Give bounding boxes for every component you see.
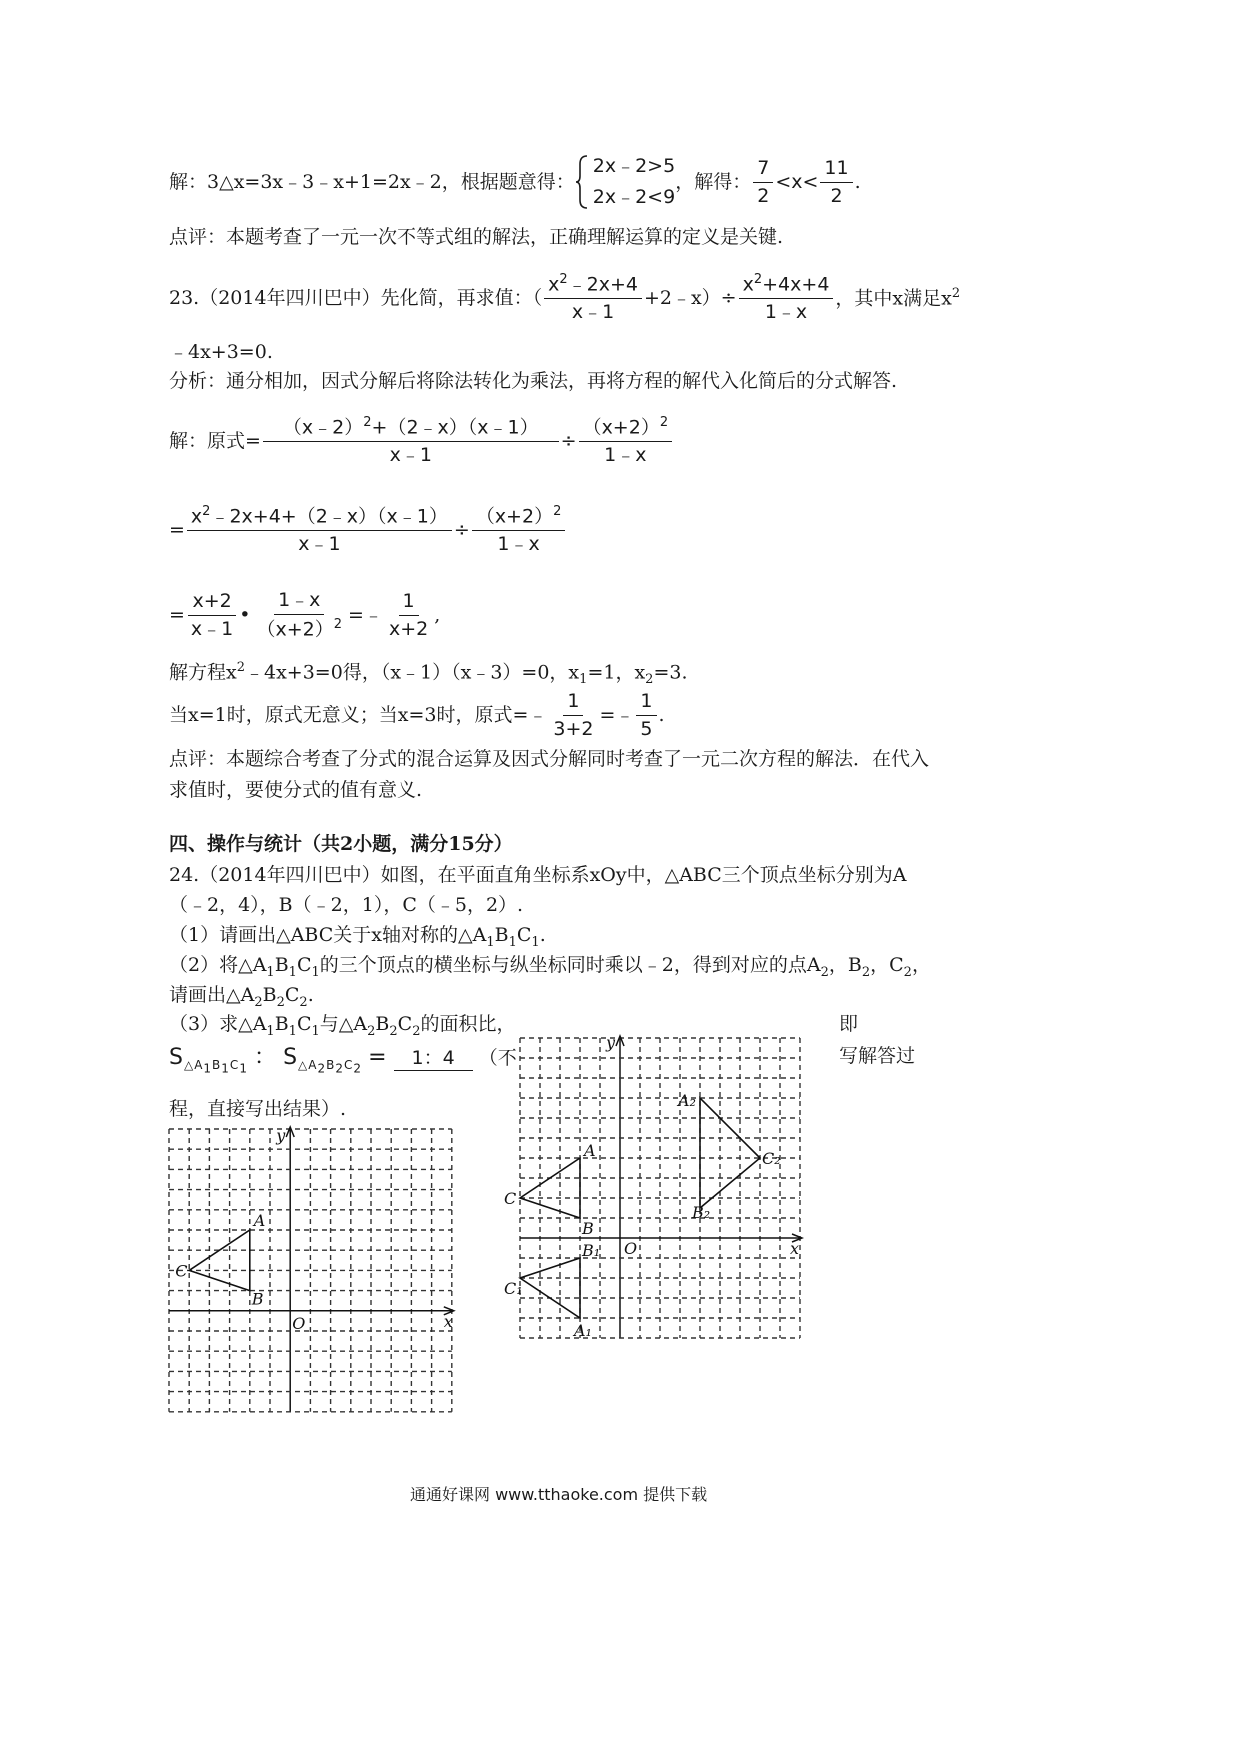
label-b: B [251, 1289, 264, 1309]
step1-fraction-1: $\frac{(x﹣2)^2+(2﹣x)(x﹣1)}{x﹣1}$ [263, 415, 559, 467]
solution-prefix: 解：3△x=3x﹣3﹣x+1=2x﹣2，根据题意得： [169, 170, 575, 193]
equation-solve-line: 解方程$x^2﹣4x+3=0$得，（x﹣1）（x﹣3）=0，$x_1=1$，$x_2=3$. [169, 660, 688, 688]
q24-ji: 即 [839, 1013, 859, 1035]
q24-part2-line1: （2）将$\triangle A_1B_1C_1$的三个顶点的横坐标与纵坐标同时乘以﹣2，得到对应的点$A_2$，$B_2$，$C_2$， [169, 954, 931, 980]
evaluation-line [169, 688, 665, 742]
comment-line-1: 点评：本题考查了一元一次不等式组的解法，正确理解运算的定义是关键. [169, 226, 784, 248]
label-o: O [624, 1239, 638, 1258]
inequality-1: 2x﹣2>5 [592, 155, 676, 178]
q23-fraction-2: $\frac{x^2+4x+4}{1﹣x}$ [739, 272, 834, 324]
label-c: C [504, 1189, 517, 1208]
label-x: x [790, 1239, 800, 1258]
fraction-7-2: $\frac{7}{2}$ [753, 157, 773, 208]
q24-cheng: 程，直接写出结果）. [169, 1098, 347, 1120]
eval-fraction-2: $\frac{1}{5}$ [636, 690, 656, 741]
triangle-abc [189, 1230, 250, 1291]
fraction-11-2: $\frac{11}{2}$ [820, 157, 852, 208]
eval-fraction-1: $\frac{1}{3+2}$ [553, 689, 594, 740]
section-4-title: 四、操作与统计（共2小题，满分15分） [169, 833, 513, 855]
label-o: O [292, 1313, 306, 1333]
period: . [854, 170, 861, 193]
label-x: x [443, 1311, 453, 1331]
step3-fraction-1: $\frac{x+2}{x﹣1}$ [187, 590, 237, 641]
left-brace-icon [575, 154, 589, 210]
label-c1: C₁ [504, 1279, 523, 1298]
question-24-line2: （﹣2，4），B（﹣2，1），C（﹣5，2）. [169, 894, 524, 916]
q24-part3: （3）求$\triangle A_1B_1C_1$与$\triangle A_2B_2C_2$的面积比， [169, 1013, 516, 1039]
triangle-a2b2c2 [700, 1098, 760, 1208]
multiply-dot: • [239, 603, 251, 626]
ratio-equals: = [368, 1045, 388, 1070]
q23-mid: +2﹣x）÷ [643, 286, 737, 309]
step2-fraction-1: $\frac{x^2﹣2x+4+(2﹣x)(x﹣1)}{x﹣1}$ [187, 504, 452, 556]
step3-fraction-3: $\frac{1}{x+2}$ [388, 589, 429, 640]
step1-prefix: 解：原式= [169, 429, 261, 452]
label-b: B [582, 1219, 594, 1238]
label-b2: B₂ [692, 1203, 711, 1222]
label-a1: A₁ [574, 1321, 592, 1340]
answer-ratio: 1：4 [394, 1047, 473, 1071]
triangle-abc [520, 1158, 580, 1218]
grid-lines-1 [169, 1127, 454, 1412]
question-23-line1 [169, 268, 960, 328]
division-sign: ÷ [560, 429, 577, 452]
evaluation-text: 当x=1时，原式无意义；当x=3时，原式=﹣ [169, 703, 548, 726]
label-b1: B₁ [582, 1241, 601, 1260]
q23-fraction-1: $\frac{x^2﹣2x+4}{x﹣1}$ [544, 272, 642, 324]
area-symbol-2: $S_{\triangle A_2B_2C_2}$ [283, 1045, 363, 1076]
comment-2-line1: 点评：本题综合考查了分式的混合运算及因式分解同时考查了一元二次方程的解法．在代入 [169, 748, 930, 770]
q24-bu: （不 [478, 1047, 517, 1069]
division-sign: ÷ [453, 518, 470, 541]
page-footer: 通通好课网 www.tthaoke.com 提供下载 [410, 1485, 708, 1504]
question-24-line1: 24.（2014年四川巴中）如图，在平面直角坐标系xOy中，△ABC三个顶点坐标分别为A [169, 864, 907, 886]
label-a: A [253, 1211, 266, 1230]
label-c2: C₂ [762, 1149, 781, 1168]
comment-2-line2: 求值时，要使分式的值有意义. [169, 779, 423, 801]
analysis-line: 分析：通分相加，因式分解后将除法转化为乘法，再将方程的解代入化简后的分式解答. [169, 370, 898, 392]
labels-2 [504, 1033, 799, 1340]
solution-step-1 [169, 408, 674, 474]
q23-tail: ，其中x满足$x^2$ [835, 285, 961, 310]
q24-xiejie: 写解答过 [839, 1045, 916, 1067]
step3-equals: =﹣ [348, 603, 383, 626]
label-c: C [175, 1261, 188, 1281]
step2-fraction-2: $\frac{(x+2)^2}{1﹣x}$ [472, 504, 566, 556]
solution-step-3 [169, 582, 440, 648]
period: . [658, 703, 665, 726]
label-y: y [276, 1126, 286, 1145]
inequality-system [575, 154, 675, 210]
ratio-colon: ： [254, 1045, 278, 1070]
area-symbol-1: $S_{\triangle A_1B_1C_1}$ [169, 1045, 248, 1076]
solution-line-inequality [169, 152, 861, 212]
q23-head: 23.（2014年四川巴中）先化简，再求值：（ [169, 286, 543, 309]
triangle-a1b1c1 [520, 1258, 580, 1318]
step2-prefix: = [169, 518, 185, 541]
label-a: A [584, 1141, 596, 1160]
step1-fraction-2: $\frac{(x+2)^2}{1﹣x}$ [579, 415, 673, 467]
inequality-sign: <x< [775, 170, 819, 193]
label-a2: A₂ [678, 1091, 696, 1110]
step3-prefix: = [169, 603, 185, 626]
solution-mid: ，解得： [675, 170, 752, 193]
question-23-line2: ﹣4x+3=0. [169, 341, 273, 363]
coordinate-grid-1 [165, 1125, 455, 1413]
q24-part1: （1）请画出△ABC关于x轴对称的$\triangle A_1B_1C_1$. [169, 924, 546, 950]
q24-part2-line2: 请画出$\triangle A_2B_2C_2$. [169, 984, 314, 1010]
inequality-2: 2x﹣2<9 [592, 186, 676, 208]
eval-equals: =﹣ [599, 703, 635, 726]
solution-step-2 [169, 497, 567, 563]
label-y: y [606, 1033, 616, 1052]
area-ratio-line [169, 1045, 517, 1076]
grid-lines-2 [520, 1036, 802, 1338]
coordinate-grid-2 [504, 1033, 806, 1346]
comma: , [434, 603, 441, 626]
triangle-abc-1 [189, 1230, 250, 1291]
step3-fraction-2: $\frac{1﹣x}{(x+2)^2}$ [256, 589, 343, 641]
